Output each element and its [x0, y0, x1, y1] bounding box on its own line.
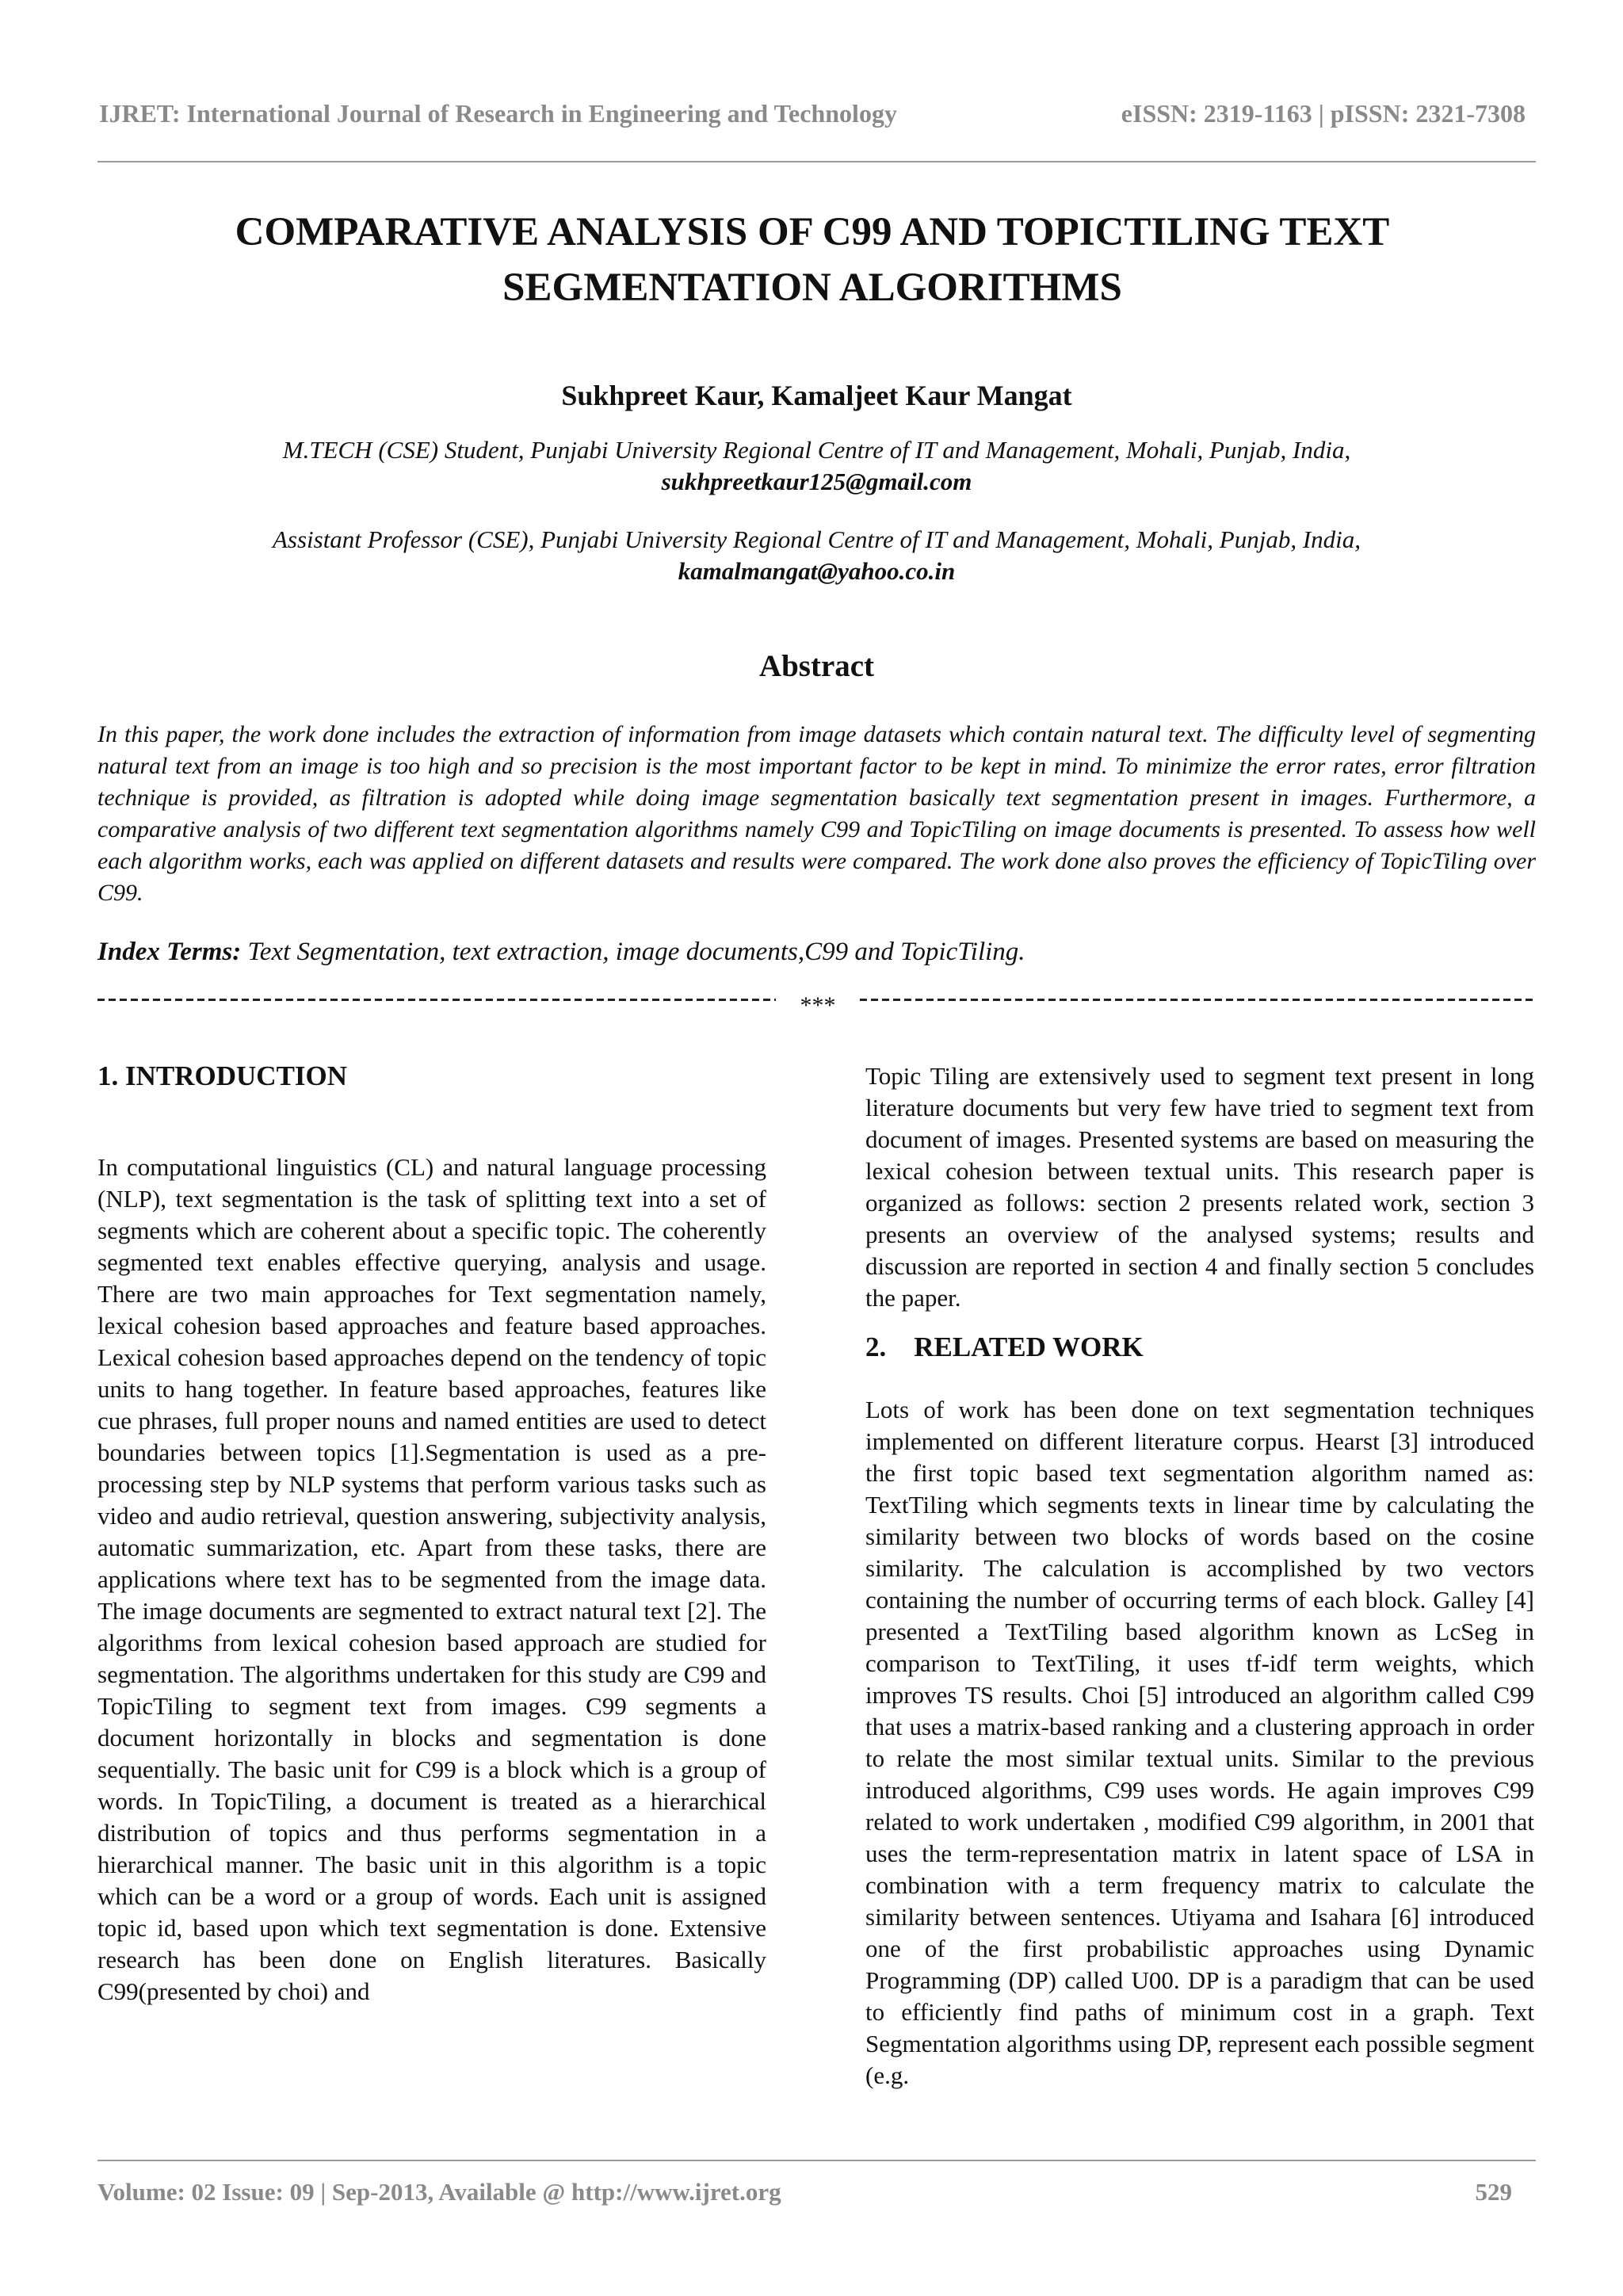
index-terms-text: Text Segmentation, text extraction, image documents,C99 and TopicTiling. [241, 938, 1025, 966]
separator-stars: *** [800, 992, 836, 1018]
intro-continued-paragraph: Topic Tiling are extensively used to segment text present in long literature documents but very few have tried to segment text from document of images. Presented systems are based on measuring the lexical cohesion between textual units. This research paper is organized as follows: section 2 presents related work, section 3 presents an overview of the analysed systems; results and discussion are reported in section 4 and finally section 5 concludes the paper. [865, 1062, 1534, 1312]
footer-rule [97, 2160, 1536, 2161]
intro-heading: 1. INTRODUCTION [97, 1060, 348, 1091]
header-rule [97, 161, 1536, 162]
page-footer [97, 2178, 1536, 2218]
abstract-body: In this paper, the work done includes the extraction of information from image datasets which contain natural text. The difficulty level of segmenting natural text from an image is too high and so precision is the most important factor to be kept in mind. To minimize the error rates, error filtration technique is provided, as filtration is adopted while doing image segmentation basically text segmentation present in images. Furthermore, a comparative analysis of two different text segmentation algorithms namely C99 and TopicTiling on image documents is presented. To assess how well each algorithm works, each was applied on different datasets and results were compared. The work done also proves the efficiency of TopicTiling over C99. [97, 721, 1536, 906]
abstract-heading: Abstract [758, 649, 875, 683]
separator-dashes-left [97, 999, 776, 1001]
related-work-body [865, 1394, 1534, 2092]
related-work-paragraph: Lots of work has been done on text segmentation techniques implemented on different literature corpus. Hearst [3] introduced the first topic based text segmentation algorithm named as: TextTiling which segments texts in linear time by calculating the similarity between two blocks of words based on the cosine similarity. The calculation is accomplished by two vectors containing the number of occurring terms of each block. Galley [4] presented a TextTiling based algorithm known as LcSeg in comparison to TextTiling, it uses tf-idf term weights, which improves TS results. Choi [5] introduced an algorithm called C99 that uses a matrix-based ranking and a clustering approach in order to relate the most similar textual units. Similar to the previous introduced algorithms, C99 uses words. He again improves C99 related to work undertaken , modified C99 algorithm, in 2001 that uses the term-representation matrix in latent space of LSA in combination with a term frequency matrix to calculate the similarity between sentences. Utiyama and Isahara [6] introduced one of the first probabilistic approaches using Dynamic Programming (DP) called U00. DP is a paradigm that can be used to efficiently find paths of minimum cost in a graph. Text Segmentation algorithms using DP, represent each possible segment (e.g. [865, 1396, 1534, 2089]
author-email[interactable]: kamalmangat@yahoo.co.in [678, 557, 956, 585]
affiliation-text: Assistant Professor (CSE), Punjabi University Regional Centre of IT and Management, Mohali, Punjab, India, [272, 525, 1361, 553]
intro-continued [865, 1060, 1534, 1314]
author-email[interactable]: sukhpreetkaur125@gmail.com [661, 468, 972, 495]
index-terms [97, 938, 1536, 967]
title-line-2: SEGMENTATION ALGORITHMS [502, 266, 1122, 310]
affiliation-2 [97, 524, 1536, 587]
page-number: 529 [1475, 2178, 1512, 2206]
footer-volume-info: Volume: 02 Issue: 09 | Sep-2013, Available @ http://www.ijret.org [97, 2178, 781, 2206]
separator-dashes-right [860, 999, 1536, 1001]
author-names: Sukhpreet Kaur, Kamaljeet Kaur Mangat [561, 380, 1072, 411]
affiliation-text: M.TECH (CSE) Student, Punjabi University Regional Centre of IT and Management, Mohali, Punjab, India, [282, 436, 1351, 464]
related-work-heading: 2. RELATED WORK [865, 1331, 1144, 1362]
affiliation-1 [97, 434, 1536, 498]
journal-name: IJRET: International Journal of Research in Engineering and Technology [99, 99, 897, 128]
section-separator [97, 992, 1536, 1024]
intro-body [97, 1152, 766, 2008]
issn-info: eISSN: 2319-1163 | pISSN: 2321-7308 [1121, 99, 1526, 128]
running-header [99, 99, 1526, 139]
intro-paragraph: In computational linguistics (CL) and natural language processing (NLP), text segmentation is the task of splitting text into a set of segments which are coherent about a specific topic. The coherently segmented text enables effective querying, analysis and usage. There are two main approaches for Text segmentation namely, lexical cohesion based approaches and feature based approaches. Lexical cohesion based approaches depend on the tendency of topic units to hang together. In feature based approaches, features like cue phrases, full proper nouns and named entities are used to detect boundaries between topics [1].Segmentation is used as a pre-processing step by NLP systems that perform various tasks such as video and audio retrieval, question answering, subjectivity analysis, automatic summarization, etc. Apart from these tasks, there are applications where text has to be segmented from the image data. The image documents are segmented to extract natural text [2]. The algorithms from lexical cohesion based approach are studied for segmentation. The algorithms undertaken for this study are C99 and TopicTiling to segment text from images. C99 segments a document horizontally in blocks and segmentation is done sequentially. The basic unit for C99 is a block which is a group of words. In TopicTiling, a document is treated as a hierarchical distribution of topics and thus performs segmentation in a hierarchical manner. The basic unit in this algorithm is a topic which can be a word or a group of words. Each unit is assigned topic id, based upon which text segmentation is done. Extensive research has been done on English literatures. Basically C99(presented by choi) and [97, 1153, 766, 2005]
paper-title [119, 204, 1506, 315]
index-terms-label: Index Terms: [97, 938, 242, 966]
title-line-1: COMPARATIVE ANALYSIS OF C99 AND TOPICTILING TEXT [235, 210, 1390, 254]
